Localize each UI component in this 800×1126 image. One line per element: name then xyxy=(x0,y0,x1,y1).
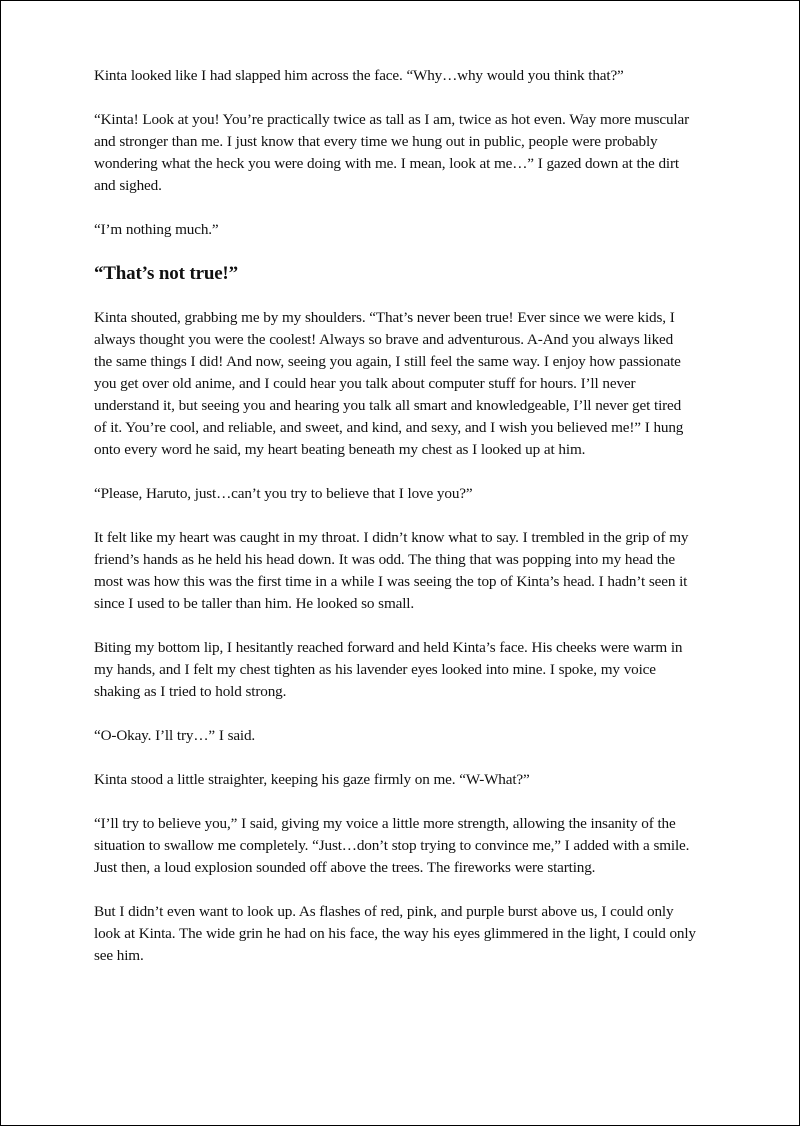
paragraph xyxy=(94,307,714,461)
text-line: Kinta shouted, grabbing me by my shoulders. “That’s never been true! Ever since we were kids, I xyxy=(94,309,675,326)
text-line: understand it, but seeing you and hearing you talk all smart and knowledgeable, I’ll never get tired xyxy=(94,397,682,414)
text-line: “I’ll try to believe you,” I said, giving my voice a little more strength, allowing the insanity of the xyxy=(94,815,676,832)
text-line: Kinta looked like I had slapped him across the face. “Why…why would you think that?” xyxy=(94,67,624,84)
text-line: and stronger than me. I just know that every time we hung out in public, people were probably xyxy=(94,133,658,150)
text-line: onto every word he said, my heart beating beneath my chest as I looked up at him. xyxy=(94,441,586,458)
heading-line: “That’s not true!” xyxy=(94,263,238,284)
text-line: “I’m nothing much.” xyxy=(94,221,219,238)
paragraph xyxy=(94,769,714,791)
paragraph xyxy=(94,725,714,747)
text-line: “Kinta! Look at you! You’re practically twice as tall as I am, twice as hot even. Way more muscular xyxy=(94,111,689,128)
text-line: wondering what the heck you were doing with me. I mean, look at me…” I gazed down at the dirt xyxy=(94,155,679,172)
text-line: look at Kinta. The wide grin he had on his face, the way his eyes glimmered in the light, I could only xyxy=(94,925,696,942)
text-line: most was how this was the first time in a while I was seeing the top of Kinta’s head. I hadn’t seen it xyxy=(94,573,688,590)
text-line: But I didn’t even want to look up. As flashes of red, pink, and purple burst above us, I could only xyxy=(94,903,674,920)
paragraph xyxy=(94,219,714,241)
text-line: you get over old anime, and I could hear you talk about computer stuff for hours. I’ll never xyxy=(94,375,636,392)
text-line: friend’s hands as he held his head down. It was odd. The thing that was popping into my head the xyxy=(94,551,675,568)
text-line: see him. xyxy=(94,947,144,964)
text-line: of it. You’re cool, and reliable, and sweet, and kind, and sexy, and I wish you believed me!” I hung xyxy=(94,419,684,436)
text-line: “O-Okay. I’ll try…” I said. xyxy=(94,727,256,744)
paragraph xyxy=(94,65,714,87)
text-line: and sighed. xyxy=(94,177,162,194)
text-line: “Please, Haruto, just…can’t you try to believe that I love you?” xyxy=(94,485,473,502)
paragraph xyxy=(94,527,714,615)
text-line: the same things I did! And now, seeing you again, I still feel the same way. I enjoy how passionate xyxy=(94,353,681,370)
paragraph xyxy=(94,901,714,967)
paragraph xyxy=(94,813,714,879)
text-line: Kinta stood a little straighter, keeping his gaze firmly on me. “W-What?” xyxy=(94,771,530,788)
paragraph xyxy=(94,483,714,505)
text-line: shaking as I tried to hold strong. xyxy=(94,683,287,700)
text-line: Biting my bottom lip, I hesitantly reached forward and held Kinta’s face. His cheeks were warm in xyxy=(94,639,683,656)
text-line: situation to swallow me completely. “Just…don’t stop trying to convince me,” I added with a smile. xyxy=(94,837,690,854)
text-line: always thought you were the coolest! Always so brave and adventurous. A-And you always liked xyxy=(94,331,674,348)
paragraph xyxy=(94,109,714,197)
text-line: Just then, a loud explosion sounded off above the trees. The fireworks were starting. xyxy=(94,859,596,876)
paragraph xyxy=(94,637,714,703)
document-body xyxy=(94,65,714,989)
text-line: my hands, and I felt my chest tighten as his lavender eyes looked into mine. I spoke, my voice xyxy=(94,661,656,678)
bold-heading xyxy=(94,263,714,285)
text-line: It felt like my heart was caught in my throat. I didn’t know what to say. I trembled in the grip of my xyxy=(94,529,689,546)
text-line: since I used to be taller than him. He looked so small. xyxy=(94,595,414,612)
